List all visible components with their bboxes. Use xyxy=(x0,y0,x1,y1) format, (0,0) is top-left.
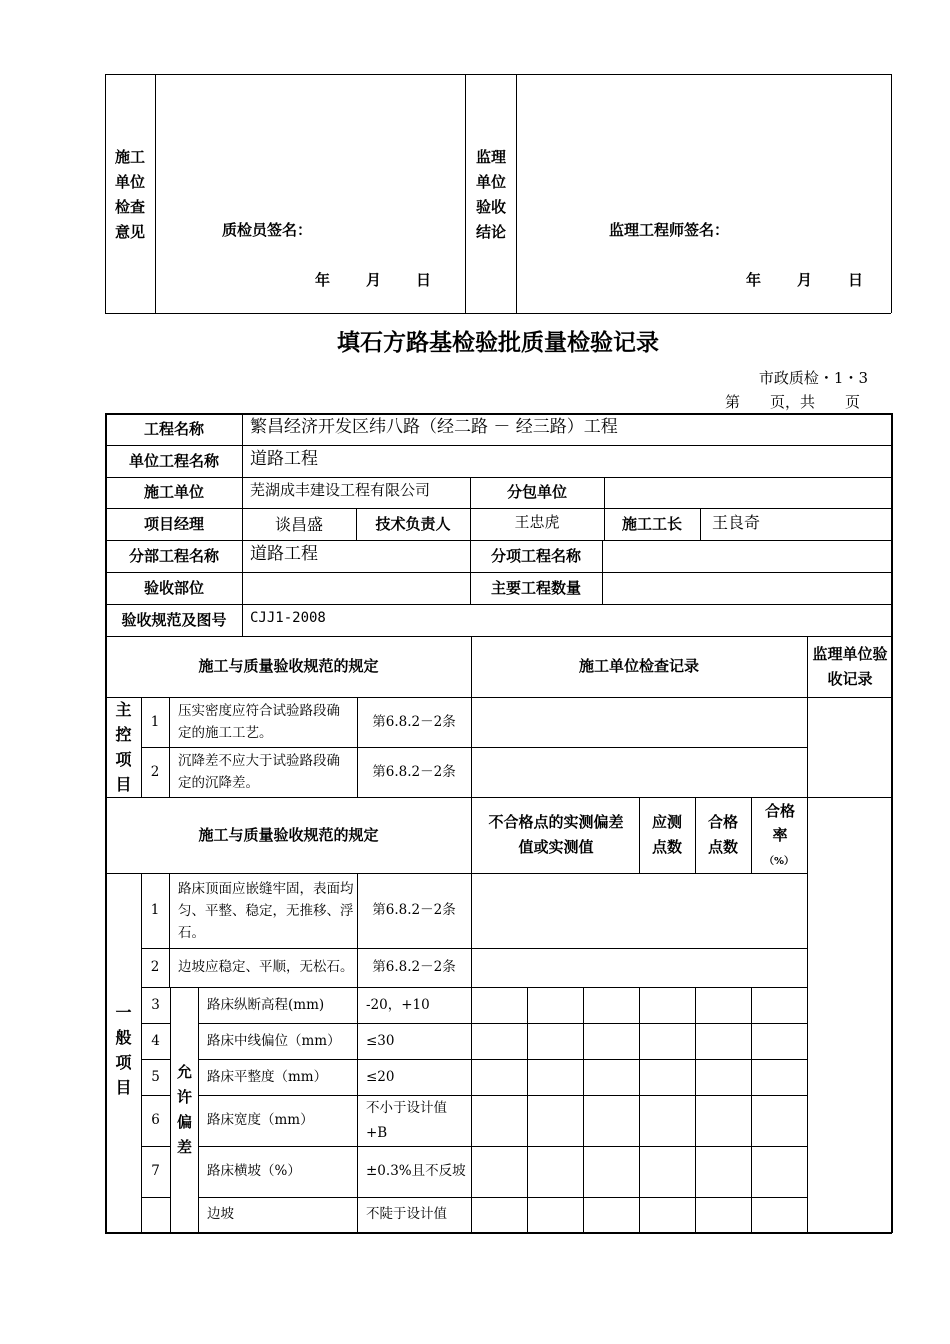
unit-project-value: 道路工程 xyxy=(250,448,318,469)
main-item-2-no: 2 xyxy=(150,763,160,780)
tolerance-row-no: 7 xyxy=(151,1163,160,1179)
inspector-date-day: 日 xyxy=(416,271,432,289)
tolerance-row-item: 路床平整度（mm） xyxy=(207,1068,328,1085)
tolerance-row-no xyxy=(141,1197,170,1232)
main-control-label: 主控项目 xyxy=(115,700,132,794)
pass-rate-header: 合格率 xyxy=(764,802,795,844)
tolerance-row-item: 路床纵断高程(mm) xyxy=(207,996,325,1013)
general-items-label: 一般项目 xyxy=(115,1003,132,1097)
spec-rules-header-2: 施工与质量验收规范的规定 xyxy=(198,825,379,844)
project-name-value: 繁昌经济开发区纬八路（经二路 － 经三路）工程 xyxy=(250,416,618,437)
main-item-2-clause: 第6.8.2－2条 xyxy=(372,763,456,780)
tech-lead-value: 王忠虎 xyxy=(514,512,560,531)
tolerance-row-item: 路床横坡（%） xyxy=(207,1163,301,1179)
subcontractor-label: 分包单位 xyxy=(506,483,567,501)
tolerance-row-no: 5 xyxy=(151,1068,160,1085)
quantity-label: 主要工程数量 xyxy=(490,578,581,597)
contractor-value: 芜湖成丰建设工程有限公司 xyxy=(250,481,431,499)
tolerance-row-value: 不陡于设计值 xyxy=(366,1206,447,1222)
page-title: 填石方路基检验批质量检验记录 xyxy=(337,330,659,356)
tolerance-row-item: 边坡 xyxy=(207,1206,234,1222)
main-item-1-text: 压实密度应符合试验路段确定的施工工艺。 xyxy=(178,703,340,741)
subcontractor-value xyxy=(610,477,890,508)
form-code: 市政质检・1・3 xyxy=(758,369,868,387)
pass-rate-unit: （%） xyxy=(763,856,795,867)
division-label: 分部工程名称 xyxy=(128,546,219,565)
inspector-date-month: 月 xyxy=(366,271,382,289)
tolerance-row-value: ±0.3%且不反坡 xyxy=(366,1163,466,1179)
inspector-date-year: 年 xyxy=(315,271,331,289)
tolerance-row-item: 路床中线偏位（mm） xyxy=(207,1032,341,1049)
tolerance-row-no: 4 xyxy=(151,1032,160,1049)
spec-value: CJJ1-2008 xyxy=(250,609,326,626)
check-record-header: 施工单位检查记录 xyxy=(578,657,699,675)
general-item-2-text: 边坡应稳定、平顺，无松石。 xyxy=(178,959,354,975)
supervision-conclusion-label: 监理单位验收结论 xyxy=(475,148,506,241)
points-passed-header: 合格点数 xyxy=(707,813,738,856)
tolerance-row-value: ≤20 xyxy=(366,1068,395,1085)
subitem-label: 分项工程名称 xyxy=(490,546,581,565)
general-item-2-no: 2 xyxy=(150,959,160,975)
main-item-1-no: 1 xyxy=(150,713,160,730)
engineer-date-month: 月 xyxy=(797,271,813,289)
contractor-label: 施工单位 xyxy=(143,483,204,501)
main-item-2-text: 沉降差不应大于试验路段确定的沉降差。 xyxy=(178,753,340,791)
division-value: 道路工程 xyxy=(250,543,318,564)
foreman-value: 王良奇 xyxy=(712,512,761,532)
construction-opinion-label: 施工单位检查意见 xyxy=(114,148,145,241)
points-required-header: 应测点数 xyxy=(651,813,682,856)
page-info: 第 页，共 页 xyxy=(724,393,860,411)
general-item-1-clause: 第6.8.2－2条 xyxy=(372,902,456,918)
location-value xyxy=(250,572,470,604)
general-item-1-no: 1 xyxy=(150,902,160,918)
spec-rules-header: 施工与质量验收规范的规定 xyxy=(198,657,379,675)
general-item-2-clause: 第6.8.2－2条 xyxy=(372,959,456,975)
subitem-value xyxy=(610,540,890,572)
pm-value: 谈昌盛 xyxy=(274,514,323,534)
tolerance-label: 允许偏差 xyxy=(176,1063,192,1156)
engineer-date-year: 年 xyxy=(746,271,762,289)
main-item-1-clause: 第6.8.2－2条 xyxy=(372,713,456,730)
inspector-signature-label: 质检员签名： xyxy=(222,221,313,239)
quantity-value xyxy=(610,572,890,604)
tolerance-row-item: 路床宽度（mm） xyxy=(207,1112,314,1128)
tech-lead-label: 技术负责人 xyxy=(375,514,451,533)
engineer-date-day: 日 xyxy=(848,271,864,289)
spec-label: 验收规范及图号 xyxy=(121,610,227,629)
foreman-label: 施工工长 xyxy=(621,514,682,533)
pm-label: 项目经理 xyxy=(143,514,204,533)
engineer-signature-label: 监理工程师签名： xyxy=(609,221,730,239)
tolerance-row-no: 3 xyxy=(151,996,160,1013)
tolerance-row-value: -20，+10 xyxy=(366,996,430,1013)
supervision-record-header: 监理单位验收记录 xyxy=(812,645,888,688)
tolerance-row-no: 6 xyxy=(151,1112,160,1128)
deviation-header: 不合格点的实测偏差值或实测值 xyxy=(488,813,624,856)
tolerance-row-value: 不小于设计值+B xyxy=(366,1099,447,1141)
tolerance-row-value: ≤30 xyxy=(366,1032,395,1049)
general-item-1-text: 路床顶面应嵌缝牢固，表面均匀、平整、稳定，无推移、浮石。 xyxy=(178,880,354,941)
project-name-label: 工程名称 xyxy=(143,419,204,438)
location-label: 验收部位 xyxy=(143,578,204,597)
unit-project-label: 单位工程名称 xyxy=(128,451,219,470)
